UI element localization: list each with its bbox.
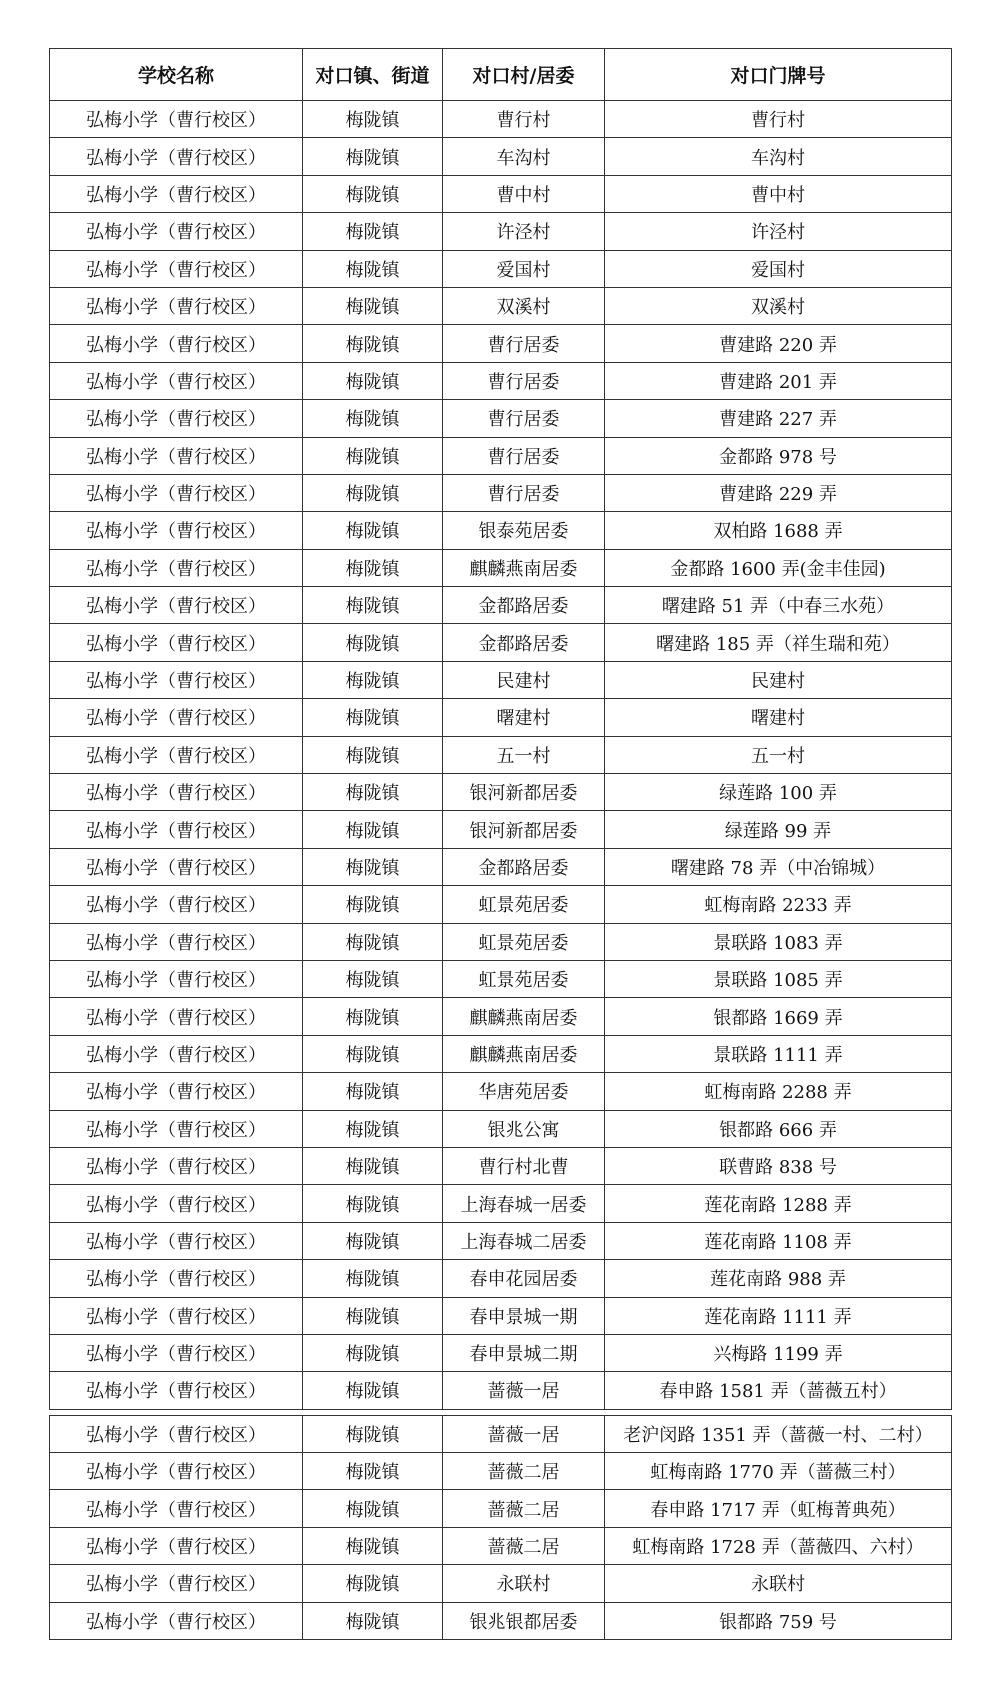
cell-village-committee: 上海春城二居委 [443, 1222, 605, 1259]
table-row [50, 1110, 952, 1147]
cell-village-committee: 蔷薇二居 [443, 1527, 605, 1564]
cell-village-committee: 曹中村 [443, 175, 605, 212]
cell-house-number: 曹建路 201 弄 [605, 362, 952, 399]
cell-village-committee: 麒麟燕南居委 [443, 998, 605, 1035]
cell-village-committee: 曹行居委 [443, 325, 605, 362]
table-row [50, 923, 952, 960]
cell-house-number: 景联路 1083 弄 [605, 923, 952, 960]
table-row [50, 101, 952, 138]
cell-town: 梅陇镇 [303, 661, 443, 698]
cell-village-committee: 双溪村 [443, 287, 605, 324]
cell-school-name: 弘梅小学（曹行校区） [50, 1222, 303, 1259]
cell-house-number: 双柏路 1688 弄 [605, 512, 952, 549]
school-district-table-container [49, 48, 951, 1640]
table-row [50, 699, 952, 736]
cell-house-number: 莲花南路 1288 弄 [605, 1185, 952, 1222]
cell-town: 梅陇镇 [303, 1035, 443, 1072]
table-row [50, 587, 952, 624]
table-row [50, 1490, 952, 1527]
school-district-table-continued [49, 1415, 952, 1640]
cell-school-name: 弘梅小学（曹行校区） [50, 213, 303, 250]
school-district-table [49, 48, 952, 1410]
cell-village-committee: 银河新都居委 [443, 774, 605, 811]
table-row [50, 1260, 952, 1297]
cell-house-number: 春申路 1717 弄（虹梅菁典苑） [605, 1490, 952, 1527]
cell-town: 梅陇镇 [303, 923, 443, 960]
cell-house-number: 莲花南路 1108 弄 [605, 1222, 952, 1259]
cell-town: 梅陇镇 [303, 512, 443, 549]
cell-house-number: 五一村 [605, 736, 952, 773]
cell-school-name: 弘梅小学（曹行校区） [50, 587, 303, 624]
table-row [50, 175, 952, 212]
cell-school-name: 弘梅小学（曹行校区） [50, 1297, 303, 1334]
cell-town: 梅陇镇 [303, 1415, 443, 1452]
cell-school-name: 弘梅小学（曹行校区） [50, 923, 303, 960]
cell-school-name: 弘梅小学（曹行校区） [50, 362, 303, 399]
table-row [50, 1565, 952, 1602]
cell-school-name: 弘梅小学（曹行校区） [50, 960, 303, 997]
cell-village-committee: 虹景苑居委 [443, 923, 605, 960]
cell-town: 梅陇镇 [303, 1334, 443, 1371]
table-row [50, 213, 952, 250]
cell-town: 梅陇镇 [303, 213, 443, 250]
cell-town: 梅陇镇 [303, 624, 443, 661]
cell-school-name: 弘梅小学（曹行校区） [50, 1490, 303, 1527]
cell-village-committee: 曹行居委 [443, 362, 605, 399]
cell-village-committee: 金都路居委 [443, 848, 605, 885]
cell-town: 梅陇镇 [303, 175, 443, 212]
cell-house-number: 银都路 666 弄 [605, 1110, 952, 1147]
cell-town: 梅陇镇 [303, 1110, 443, 1147]
cell-town: 梅陇镇 [303, 774, 443, 811]
cell-village-committee: 五一村 [443, 736, 605, 773]
cell-town: 梅陇镇 [303, 1602, 443, 1639]
cell-town: 梅陇镇 [303, 250, 443, 287]
table-row [50, 960, 952, 997]
cell-house-number: 金都路 978 号 [605, 437, 952, 474]
table-row [50, 1453, 952, 1490]
header-town-street: 对口镇、街道 [303, 49, 443, 101]
cell-school-name: 弘梅小学（曹行校区） [50, 101, 303, 138]
cell-village-committee: 金都路居委 [443, 624, 605, 661]
cell-house-number: 虹梅南路 1728 弄（蔷薇四、六村） [605, 1527, 952, 1564]
cell-school-name: 弘梅小学（曹行校区） [50, 1415, 303, 1452]
table-row [50, 1222, 952, 1259]
cell-town: 梅陇镇 [303, 998, 443, 1035]
cell-town: 梅陇镇 [303, 362, 443, 399]
header-school-name: 学校名称 [50, 49, 303, 101]
table-row [50, 1297, 952, 1334]
table-row [50, 1185, 952, 1222]
cell-school-name: 弘梅小学（曹行校区） [50, 848, 303, 885]
cell-town: 梅陇镇 [303, 699, 443, 736]
cell-school-name: 弘梅小学（曹行校区） [50, 287, 303, 324]
cell-village-committee: 银泰苑居委 [443, 512, 605, 549]
cell-school-name: 弘梅小学（曹行校区） [50, 811, 303, 848]
cell-village-committee: 民建村 [443, 661, 605, 698]
table-row [50, 1602, 952, 1639]
cell-school-name: 弘梅小学（曹行校区） [50, 1453, 303, 1490]
cell-school-name: 弘梅小学（曹行校区） [50, 512, 303, 549]
table-row [50, 138, 952, 175]
cell-town: 梅陇镇 [303, 886, 443, 923]
cell-house-number: 银都路 759 号 [605, 1602, 952, 1639]
cell-house-number: 金都路 1600 弄(金丰佳园) [605, 549, 952, 586]
cell-house-number: 曙建路 51 弄（中春三水苑） [605, 587, 952, 624]
cell-house-number: 兴梅路 1199 弄 [605, 1334, 952, 1371]
cell-school-name: 弘梅小学（曹行校区） [50, 1602, 303, 1639]
cell-town: 梅陇镇 [303, 1147, 443, 1184]
cell-house-number: 曙建路 185 弄（祥生瑞和苑） [605, 624, 952, 661]
table-row [50, 1372, 952, 1409]
table-row [50, 774, 952, 811]
cell-house-number: 曹建路 220 弄 [605, 325, 952, 362]
cell-school-name: 弘梅小学（曹行校区） [50, 549, 303, 586]
table-row [50, 886, 952, 923]
cell-village-committee: 春申景城一期 [443, 1297, 605, 1334]
cell-village-committee: 蔷薇一居 [443, 1415, 605, 1452]
cell-house-number: 许泾村 [605, 213, 952, 250]
cell-school-name: 弘梅小学（曹行校区） [50, 138, 303, 175]
cell-village-committee: 蔷薇二居 [443, 1453, 605, 1490]
cell-house-number: 景联路 1085 弄 [605, 960, 952, 997]
cell-school-name: 弘梅小学（曹行校区） [50, 1334, 303, 1371]
cell-village-committee: 许泾村 [443, 213, 605, 250]
cell-house-number: 景联路 1111 弄 [605, 1035, 952, 1072]
table-row [50, 848, 952, 885]
cell-town: 梅陇镇 [303, 1527, 443, 1564]
cell-town: 梅陇镇 [303, 848, 443, 885]
table-row [50, 736, 952, 773]
cell-house-number: 双溪村 [605, 287, 952, 324]
cell-house-number: 虹梅南路 2288 弄 [605, 1073, 952, 1110]
table-row [50, 325, 952, 362]
cell-town: 梅陇镇 [303, 1372, 443, 1409]
table-row [50, 811, 952, 848]
table-row [50, 250, 952, 287]
cell-town: 梅陇镇 [303, 549, 443, 586]
table-row [50, 624, 952, 661]
cell-village-committee: 麒麟燕南居委 [443, 1035, 605, 1072]
cell-school-name: 弘梅小学（曹行校区） [50, 1372, 303, 1409]
cell-school-name: 弘梅小学（曹行校区） [50, 624, 303, 661]
cell-house-number: 曹建路 229 弄 [605, 474, 952, 511]
cell-town: 梅陇镇 [303, 1222, 443, 1259]
cell-school-name: 弘梅小学（曹行校区） [50, 1185, 303, 1222]
cell-house-number: 民建村 [605, 661, 952, 698]
table-row [50, 998, 952, 1035]
table-body-part1 [50, 101, 952, 1410]
cell-village-committee: 麒麟燕南居委 [443, 549, 605, 586]
cell-village-committee: 虹景苑居委 [443, 886, 605, 923]
cell-town: 梅陇镇 [303, 325, 443, 362]
cell-town: 梅陇镇 [303, 138, 443, 175]
cell-school-name: 弘梅小学（曹行校区） [50, 998, 303, 1035]
table-row [50, 437, 952, 474]
cell-house-number: 莲花南路 1111 弄 [605, 1297, 952, 1334]
table-row [50, 1334, 952, 1371]
cell-town: 梅陇镇 [303, 587, 443, 624]
table-row [50, 474, 952, 511]
cell-village-committee: 曙建村 [443, 699, 605, 736]
table-row [50, 400, 952, 437]
cell-village-committee: 虹景苑居委 [443, 960, 605, 997]
cell-village-committee: 银兆公寓 [443, 1110, 605, 1147]
table-row [50, 512, 952, 549]
header-house-number: 对口门牌号 [605, 49, 952, 101]
cell-school-name: 弘梅小学（曹行校区） [50, 1260, 303, 1297]
cell-school-name: 弘梅小学（曹行校区） [50, 1147, 303, 1184]
cell-village-committee: 蔷薇二居 [443, 1490, 605, 1527]
table-body-part2 [50, 1415, 952, 1639]
cell-village-committee: 曹行居委 [443, 474, 605, 511]
cell-village-committee: 曹行村北曹 [443, 1147, 605, 1184]
table-row [50, 362, 952, 399]
table-row [50, 287, 952, 324]
cell-school-name: 弘梅小学（曹行校区） [50, 250, 303, 287]
cell-town: 梅陇镇 [303, 1453, 443, 1490]
cell-village-committee: 蔷薇一居 [443, 1372, 605, 1409]
cell-school-name: 弘梅小学（曹行校区） [50, 1035, 303, 1072]
cell-house-number: 绿莲路 100 弄 [605, 774, 952, 811]
cell-house-number: 老沪闵路 1351 弄（蔷薇一村、二村） [605, 1415, 952, 1452]
cell-village-committee: 春申景城二期 [443, 1334, 605, 1371]
table-header-row [50, 49, 952, 101]
cell-town: 梅陇镇 [303, 736, 443, 773]
cell-house-number: 爱国村 [605, 250, 952, 287]
table-row [50, 1147, 952, 1184]
cell-house-number: 永联村 [605, 1565, 952, 1602]
cell-town: 梅陇镇 [303, 400, 443, 437]
cell-school-name: 弘梅小学（曹行校区） [50, 400, 303, 437]
cell-town: 梅陇镇 [303, 960, 443, 997]
cell-house-number: 车沟村 [605, 138, 952, 175]
header-village-committee: 对口村/居委 [443, 49, 605, 101]
cell-house-number: 曹建路 227 弄 [605, 400, 952, 437]
cell-house-number: 绿莲路 99 弄 [605, 811, 952, 848]
cell-school-name: 弘梅小学（曹行校区） [50, 736, 303, 773]
table-row [50, 1415, 952, 1452]
cell-village-committee: 曹行居委 [443, 437, 605, 474]
table-row [50, 661, 952, 698]
cell-house-number: 曙建村 [605, 699, 952, 736]
cell-town: 梅陇镇 [303, 474, 443, 511]
cell-town: 梅陇镇 [303, 287, 443, 324]
cell-house-number: 曙建路 78 弄（中冶锦城） [605, 848, 952, 885]
cell-house-number: 曹行村 [605, 101, 952, 138]
cell-school-name: 弘梅小学（曹行校区） [50, 661, 303, 698]
cell-village-committee: 春申花园居委 [443, 1260, 605, 1297]
cell-school-name: 弘梅小学（曹行校区） [50, 699, 303, 736]
cell-village-committee: 银河新都居委 [443, 811, 605, 848]
cell-school-name: 弘梅小学（曹行校区） [50, 325, 303, 362]
cell-village-committee: 曹行村 [443, 101, 605, 138]
cell-village-committee: 上海春城一居委 [443, 1185, 605, 1222]
cell-village-committee: 银兆银都居委 [443, 1602, 605, 1639]
cell-village-committee: 爱国村 [443, 250, 605, 287]
cell-town: 梅陇镇 [303, 1185, 443, 1222]
cell-town: 梅陇镇 [303, 1260, 443, 1297]
table-row [50, 549, 952, 586]
cell-village-committee: 曹行居委 [443, 400, 605, 437]
cell-school-name: 弘梅小学（曹行校区） [50, 1073, 303, 1110]
cell-house-number: 莲花南路 988 弄 [605, 1260, 952, 1297]
cell-house-number: 银都路 1669 弄 [605, 998, 952, 1035]
cell-school-name: 弘梅小学（曹行校区） [50, 437, 303, 474]
cell-town: 梅陇镇 [303, 1565, 443, 1602]
table-row [50, 1527, 952, 1564]
cell-village-committee: 车沟村 [443, 138, 605, 175]
cell-school-name: 弘梅小学（曹行校区） [50, 1565, 303, 1602]
cell-house-number: 联曹路 838 号 [605, 1147, 952, 1184]
cell-school-name: 弘梅小学（曹行校区） [50, 175, 303, 212]
cell-village-committee: 华唐苑居委 [443, 1073, 605, 1110]
cell-town: 梅陇镇 [303, 1073, 443, 1110]
cell-school-name: 弘梅小学（曹行校区） [50, 774, 303, 811]
cell-house-number: 虹梅南路 1770 弄（蔷薇三村） [605, 1453, 952, 1490]
cell-town: 梅陇镇 [303, 1490, 443, 1527]
cell-house-number: 曹中村 [605, 175, 952, 212]
cell-house-number: 春申路 1581 弄（蔷薇五村） [605, 1372, 952, 1409]
cell-school-name: 弘梅小学（曹行校区） [50, 1110, 303, 1147]
cell-town: 梅陇镇 [303, 1297, 443, 1334]
cell-town: 梅陇镇 [303, 811, 443, 848]
table-row [50, 1073, 952, 1110]
cell-village-committee: 金都路居委 [443, 587, 605, 624]
cell-school-name: 弘梅小学（曹行校区） [50, 474, 303, 511]
cell-town: 梅陇镇 [303, 101, 443, 138]
cell-school-name: 弘梅小学（曹行校区） [50, 886, 303, 923]
cell-village-committee: 永联村 [443, 1565, 605, 1602]
table-row [50, 1035, 952, 1072]
cell-school-name: 弘梅小学（曹行校区） [50, 1527, 303, 1564]
cell-house-number: 虹梅南路 2233 弄 [605, 886, 952, 923]
cell-town: 梅陇镇 [303, 437, 443, 474]
